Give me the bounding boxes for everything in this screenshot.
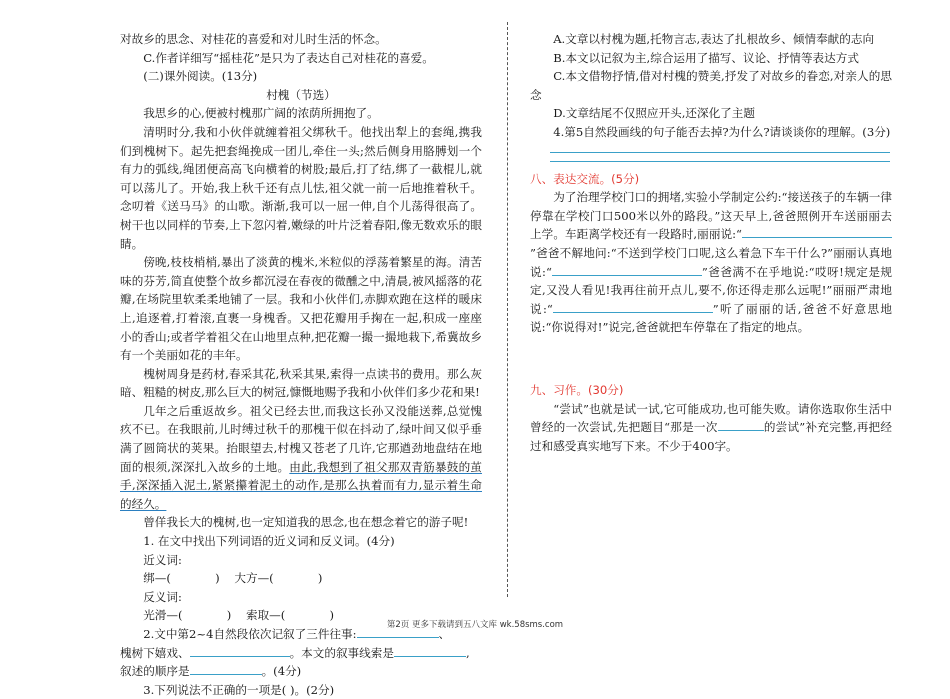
option-c: C.作者详细写“摇桂花”是只为了表达自己对桂花的喜爱。 bbox=[143, 50, 434, 65]
section-9-part-b: 的尝试”补充完整,再把经过和感受真实地写下来。不少于400字。 bbox=[530, 420, 892, 453]
paragraph-5-text: 几年之后重返故乡。祖父已经去世,而我这长孙又没能送葬,总觉愧疚不已。在我眼前,儿时缚过秋千的那槐干似在抖动了,绿叶间又似乎垂满了圆筒状的荚果。抬眼望去,村槐又苍老了几许,它那遒劲地盘结在地面的根须,深深扎入故乡的土地。 bbox=[120, 403, 482, 474]
question-2-text-a: 2.文中第2~4自然段依次记叙了三件往事: bbox=[143, 627, 357, 641]
page-footer: 第2页 更多下载请到五八文库 wk.58sms.com bbox=[386, 620, 564, 630]
synonym-items: 绑—( ) 大方—( ) bbox=[143, 571, 323, 586]
section-heading: (二)课外阅读。(13分) bbox=[143, 69, 258, 84]
title-blank[interactable] bbox=[718, 418, 764, 431]
question-3: 3.下列说法不正确的一项是( )。(2分) bbox=[143, 682, 335, 697]
option-c: C.本文借物抒情,借对村槐的赞美,抒发了对故乡的眷恋,对亲人的思念 bbox=[530, 69, 892, 102]
question-2-line-3 bbox=[120, 662, 482, 681]
section-8-title: 八、表达交流。(5分) bbox=[530, 171, 640, 186]
underlined-sentence: 由此,我想到了祖父那双青筋暴鼓的茧手,深深插入泥土,紧紧攥着泥土的动作,是那么执着而有力,显示着生命的经久。 bbox=[120, 459, 482, 511]
answer-blank[interactable] bbox=[190, 662, 262, 675]
answer-blank[interactable] bbox=[553, 300, 713, 313]
antonym-label: 反义词: bbox=[143, 589, 182, 604]
column-divider bbox=[507, 22, 508, 597]
section-8-part-3: ”爸爸满不在乎地说:“哎呀!规定是规定,又没人看见!我再往前开点儿,要不,你还得走那么远呢!”丽丽严肃地说:“ bbox=[530, 264, 892, 316]
question-2-text-d: 。本文的叙事线索是 bbox=[289, 645, 394, 660]
question-2-line-2 bbox=[120, 644, 482, 663]
answer-line[interactable] bbox=[550, 161, 890, 162]
paragraph-3: 傍晚,枝枝梢梢,暴出了淡黄的槐米,米粒似的浮荡着繁星的海。清苦味的芬芳,简直使整个故乡都沉浸在春夜的微醺之中,清晨,被风摇落的花瓣,在场院里软柔柔地铺了一层。我和小伙伴们,赤脚欢跑在这样的暖床上,追逐着,打着滚,直裹一身槐香。又把花瓣用手掬在一起,积成一座座小的香山;或者学着祖父在山地里点种,把花瓣一撮一撮地栽下,希冀故乡有一个美丽如花的丰年。 bbox=[120, 255, 482, 363]
question-4: 4.第5自然段画线的句子能否去掉?为什么?请谈谈你的理解。(3分) bbox=[553, 124, 891, 139]
question-2-text-g: 。(4分) bbox=[261, 664, 302, 679]
option-a: A.文章以村槐为题,托物言志,表达了扎根故乡、倾情奉献的志向 bbox=[553, 32, 875, 46]
section-8-part-4: ”听了丽丽的话,爸爸不好意思地说:“你说得对!”说完,爸爸就把车停靠在了指定的地点。 bbox=[530, 301, 892, 335]
answer-blank[interactable] bbox=[742, 225, 892, 238]
question-2-text-c: 槐树下嬉戏、 bbox=[120, 645, 190, 660]
section-9-title: 九、习作。(30分) bbox=[530, 382, 624, 397]
paragraph-4: 槐树周身是药材,春采其花,秋采其果,索得一点读书的费用。那么灰暗、粗糙的树皮,那么巨大的树冠,慷慨地赐予我和小伙伴们多少花和果! bbox=[120, 366, 482, 400]
question-2-text-f: 叙述的顺序是 bbox=[120, 664, 190, 679]
option-d: D.文章结尾不仅照应开头,还深化了主题 bbox=[553, 106, 755, 121]
paragraph-5 bbox=[120, 402, 482, 514]
paragraph-6: 曾佯我长大的槐树,也一定知道我的思念,也在想念着它的游子呢! bbox=[143, 515, 469, 530]
section-9-part-a: “尝试”也就是试一试,它可能成功,也可能失败。请你选取你生活中曾经的一次尝试,先把题目“那是一次 bbox=[530, 401, 892, 435]
text-line: 对故乡的思念、对桂花的喜爱和对儿时生活的怀念。 bbox=[120, 32, 387, 46]
spacer bbox=[530, 337, 892, 381]
question-2-sep: 、 bbox=[438, 627, 451, 641]
section-8-part-2: ”爸爸不解地问:“不送到学校门口呢,这么着急下车干什么?”丽丽认真地说:“ bbox=[530, 245, 892, 279]
left-column bbox=[120, 30, 482, 699]
section-9-text bbox=[530, 400, 892, 456]
section-8-text bbox=[530, 188, 892, 337]
section-8-part-1: 为了治理学校门口的拥堵,实验小学制定公约:“接送孩子的车辆一律停靠在学校门口500米以外的路段。”这天早上,爸爸照例开车送丽丽去上学。车距离学校还有一段路时,丽丽说:“ bbox=[530, 190, 892, 242]
answer-line[interactable] bbox=[550, 152, 890, 153]
antonym-items: 光滑—( ) 索取—( ) bbox=[143, 608, 335, 623]
paragraph-2: 清明时分,我和小伙伴就缠着祖父绑秋千。他找出犁上的套绳,携我们到槐树下。起先把套绳挽成一团儿,牵住一头;然后侧身用胳膊划一个有力的弧线,绳团便高高飞向横着的树股;最后,打了结,绑了一截棍儿,就可以荡儿了。开始,我上秋千还有点儿怯,祖父就一前一后地推着秋千。念叨着《送马马》的山歌。渐渐,我可以一屈一伸,自个儿荡得很高了。树干也以同样的节奏,上下忽闪着,嫩绿的叶片泛着春阳,像无数欢乐的眼睛。 bbox=[120, 124, 482, 251]
answer-blank[interactable] bbox=[190, 644, 290, 657]
article-title: 村槐（节选） bbox=[266, 87, 336, 102]
question-1: 1. 在文中找出下列词语的近义词和反义词。(4分) bbox=[143, 534, 395, 549]
synonym-label: 近义词: bbox=[143, 552, 182, 567]
answer-blank[interactable] bbox=[394, 644, 466, 657]
answer-blank[interactable] bbox=[552, 263, 702, 276]
option-b: B.本文以记叙为主,综合运用了描写、议论、抒情等表达方式 bbox=[553, 50, 859, 65]
paragraph-1: 我思乡的心,便被村槐那广阔的浓荫所拥抱了。 bbox=[143, 106, 379, 121]
right-column bbox=[530, 30, 892, 455]
question-2-text-e: , bbox=[465, 645, 470, 660]
